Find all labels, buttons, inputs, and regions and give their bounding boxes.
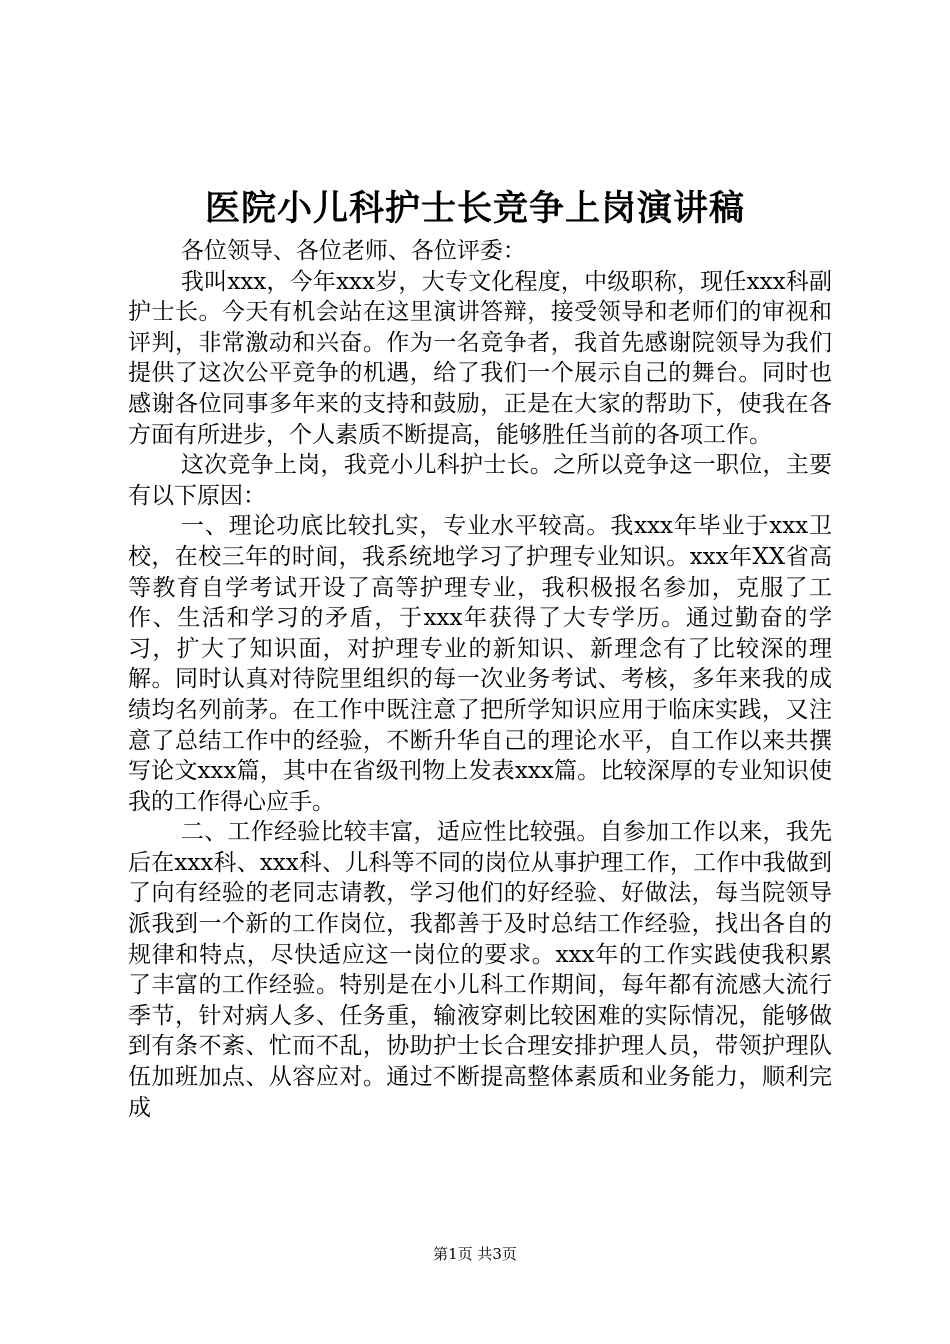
reason-one-paragraph: 一、理论功底比较扎实，专业水平较高。我xxx年毕业于xxx卫校，在校三年的时间，我系统地学习了护理专业知识。xxx年XX省高等教育自学考试开设了高等护理专业，我积极报名参加，克服了工作、生活和学习的矛盾，于xxx年获得了大专学历。通过勤奋的学习，扩大了知识面，对护理专业的新知识、新理念有了比较深的理解。同时认真对待院里组织的每一次业务考试、考核，多年来我的成绩均名列前茅。在工作中既注意了把所学知识应用于临床实践，又注意了总结工作中的经验，不断升华自己的理论水平，自工作以来共撰写论文xxx篇，其中在省级刊物上发表xxx篇。比较深厚的专业知识使我的工作得心应手。 (128, 513, 832, 815)
reason-two-paragraph: 二、工作经验比较丰富，适应性比较强。自参加工作以来，我先后在xxx科、xxx科、儿科等不同的岗位从事护理工作，工作中我做到了向有经验的老同志请教，学习他们的好经验、好做法，每当院领导派我到一个新的工作岗位，我都善于及时总结工作经验，找出各自的规律和特点，尽快适应这一岗位的要求。xxx年的工作实践使我积累了丰富的工作经验。特别是在小儿科工作期间，每年都有流感大流行季节，针对病人多、任务重，输液穿刺比较困难的实际情况，能够做到有条不紊、忙而不乱，协助护士长合理安排护理人员，带领护理队伍加班加点、从容应对。通过不断提高整体素质和业务能力，顺利完成 (128, 819, 832, 1121)
document-title: 医院小儿科护士长竞争上岗演讲稿 (204, 188, 745, 229)
position-paragraph: 这次竞争上岗，我竞小儿科护士长。之所以竞争这一职位，主要有以下原因： (128, 452, 832, 509)
page-number-footer: 第1页 共3页 (433, 1245, 517, 1263)
introduction-paragraph: 我叫xxx，今年xxx岁，大专文化程度，中级职称，现任xxx科副护士长。今天有机会站在这里演讲答辩，接受领导和老师们的审视和评判，非常激动和兴奋。作为一名竞争者，我首先感谢院领导为我们提供了这次公平竞争的机遇，给了我们一个展示自己的舞台。同时也感谢各位同事多年来的支持和鼓励，正是在大家的帮助下，使我在各方面有所进步，个人素质不断提高，能够胜任当前的各项工作。 (128, 268, 832, 448)
document-body (128, 236, 832, 1123)
salutation-paragraph: 各位领导、各位老师、各位评委： (180, 238, 526, 264)
